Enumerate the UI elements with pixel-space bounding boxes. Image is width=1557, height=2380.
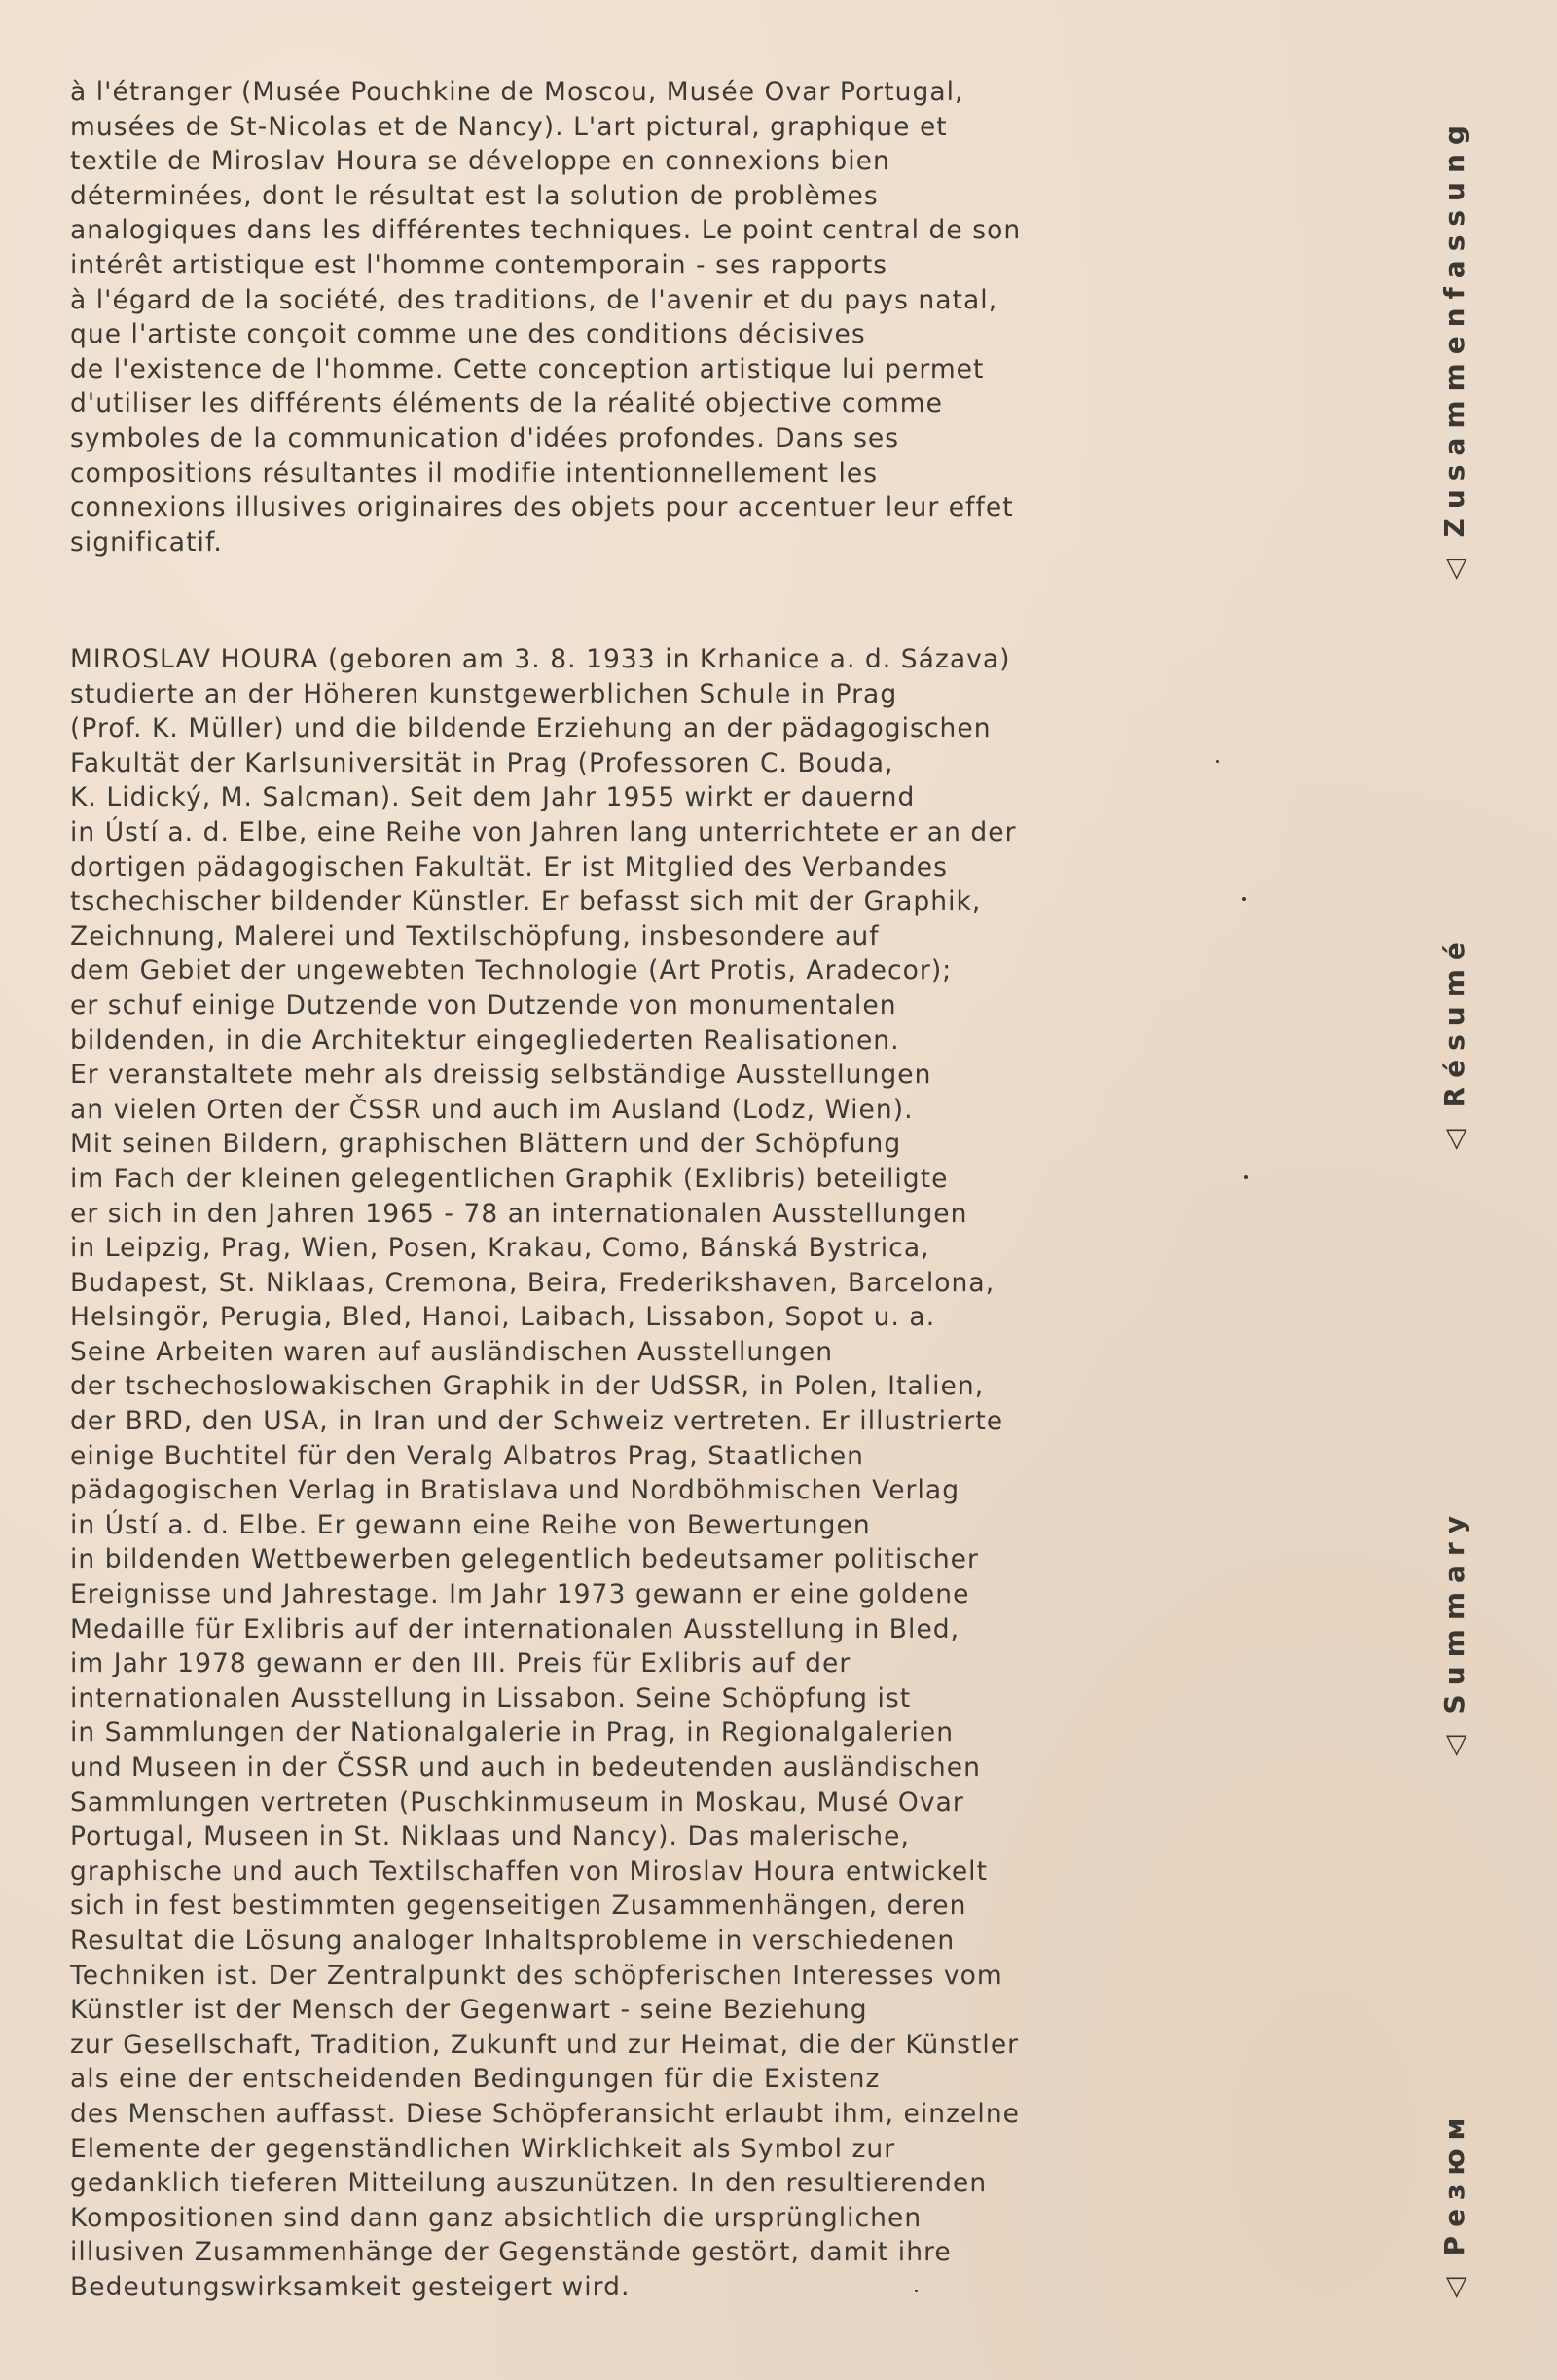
text-line: Ereignisse und Jahrestage. Im Jahr 1973 gewann er eine goldene bbox=[70, 1579, 970, 1610]
ink-speck bbox=[1242, 897, 1246, 901]
text-line: K. Lidický, M. Salcman). Seit dem Jahr 1955 wirkt er dauernd bbox=[70, 782, 916, 813]
label-text: Résumé bbox=[1438, 933, 1470, 1108]
text-line: déterminées, dont le résultat est la solution de problèmes bbox=[70, 180, 879, 211]
text-line: zur Gesellschaft, Tradition, Zukunft und zur Heimat, die der Künstler bbox=[70, 2029, 1020, 2060]
triangle-marker-icon: ◁ bbox=[1438, 559, 1470, 580]
text-line: in bildenden Wettbewerben gelegentlich bedeutsamer politischer bbox=[70, 1544, 979, 1575]
text-line: in Sammlungen der Nationalgalerie in Prag, in Regionalgalerien bbox=[70, 1717, 955, 1749]
text-line: sich in fest bestimmten gegenseitigen Zusammenhängen, deren bbox=[70, 1891, 967, 1922]
text-line: musées de St-Nicolas et de Nancy). L'art pictural, graphique et bbox=[70, 111, 948, 142]
text-line: er sich in den Jahren 1965 - 78 an internationalen Ausstellungen bbox=[70, 1198, 968, 1229]
text-line: que l'artiste conçoit comme une des conditions décisives bbox=[70, 319, 866, 350]
text-line: Kompositionen sind dann ganz absichtlich die ursprünglichen bbox=[70, 2202, 923, 2233]
text-line: MIROSLAV HOURA (geboren am 3. 8. 1933 in Krhanice a. d. Sázava) bbox=[70, 644, 1011, 674]
label-text: Резюм bbox=[1438, 2109, 1470, 2256]
text-line: Mit seinen Bildern, graphischen Blättern und der Schöpfung bbox=[70, 1129, 902, 1160]
text-line: Medaille für Exlibris auf der internationalen Ausstellung in Bled, bbox=[70, 1613, 960, 1644]
text-line: bildenden, in die Architektur eingegliederten Realisationen. bbox=[70, 1025, 900, 1056]
sidebar-label-rezume bbox=[1438, 2110, 1470, 2298]
text-line: in Leipzig, Prag, Wien, Posen, Krakau, Como, Bánská Bystrica, bbox=[70, 1233, 930, 1264]
text-line: der tschechoslowakischen Graphik in der UdSSR, in Polen, Italien, bbox=[70, 1371, 985, 1402]
text-line: internationalen Ausstellung in Lissabon. Seine Schöpfung ist bbox=[70, 1682, 912, 1713]
text-line: Helsingör, Perugia, Bled, Hanoi, Laibach, Lissabon, Sopot u. a. bbox=[70, 1302, 936, 1333]
triangle-marker-icon: ◁ bbox=[1438, 1129, 1470, 1150]
text-line: gedanklich tieferen Mitteilung auszunützen. In den resultierenden bbox=[70, 2168, 988, 2199]
text-line: à l'étranger (Musée Pouchkine de Moscou, Musée Ovar Portugal, bbox=[70, 77, 964, 107]
text-line: studierte an der Höheren kunstgewerblichen Schule in Prag bbox=[70, 678, 898, 709]
text-line: Resultat die Lösung analoger Inhaltsprobleme in verschiedenen bbox=[70, 1925, 956, 1956]
text-line: graphische und auch Textilschaffen von Miroslav Houra entwickelt bbox=[70, 1856, 989, 1887]
text-line: einige Buchtitel für den Veralg Albatros Prag, Staatlichen bbox=[70, 1440, 865, 1471]
text-line: symboles de la communication d'idées profondes. Dans ses bbox=[70, 422, 900, 453]
sidebar-label-resume bbox=[1438, 933, 1470, 1150]
text-line: im Fach der kleinen gelegentlichen Graphik (Exlibris) beteiligte bbox=[70, 1163, 949, 1194]
text-line: Elemente der gegenständlichen Wirklichkeit als Symbol zur bbox=[70, 2133, 896, 2164]
text-line: tschechischer bildender Künstler. Er befasst sich mit der Graphik, bbox=[70, 886, 982, 918]
french-resume-text bbox=[70, 75, 1218, 559]
text-line: Techniken ist. Der Zentralpunkt des schöpferischen Interesses vom bbox=[70, 1960, 1003, 1991]
text-line: Seine Arbeiten waren auf ausländischen Ausstellungen bbox=[70, 1336, 834, 1367]
ink-speck bbox=[915, 2290, 918, 2292]
text-line: (Prof. K. Müller) und die bildende Erziehung an der pädagogischen bbox=[70, 713, 992, 744]
triangle-marker-icon: ◁ bbox=[1438, 1735, 1470, 1756]
text-line: intérêt artistique est l'homme contemporain - ses rapports bbox=[70, 249, 888, 280]
text-line: in Ústí a. d. Elbe, eine Reihe von Jahren lang unterrichtete er an der bbox=[70, 816, 1017, 847]
label-text: Zusammenfassung bbox=[1438, 117, 1470, 538]
text-line: de l'existence de l'homme. Cette conception artistique lui permet bbox=[70, 353, 985, 384]
text-line: illusiven Zusammenhänge der Gegenstände gestört, damit ihre bbox=[70, 2237, 952, 2268]
sidebar-label-summary bbox=[1438, 1507, 1470, 1756]
text-line: dem Gebiet der ungewebten Technologie (Art Protis, Aradecor); bbox=[70, 956, 953, 987]
text-line: der BRD, den USA, in Iran und der Schweiz vertreten. Er illustrierte bbox=[70, 1406, 1004, 1437]
text-line: Bedeutungswirksamkeit gesteigert wird. bbox=[70, 2271, 631, 2302]
ink-speck bbox=[1216, 760, 1219, 763]
text-line: compositions résultantes il modifie intentionnellement les bbox=[70, 457, 879, 488]
text-line: Künstler ist der Mensch der Gegenwart - seine Beziehung bbox=[70, 1995, 868, 2026]
text-line: à l'égard de la société, des traditions, de l'avenir et du pays natal, bbox=[70, 284, 998, 315]
text-line: Sammlungen vertreten (Puschkinmuseum in Moskau, Musé Ovar bbox=[70, 1786, 964, 1818]
text-line: Portugal, Museen in St. Niklaas und Nancy). Das malerische, bbox=[70, 1821, 910, 1853]
text-line: dortigen pädagogischen Fakultät. Er ist Mitglied des Verbandes bbox=[70, 851, 948, 883]
text-line: Zeichnung, Malerei und Textilschöpfung, insbesondere auf bbox=[70, 920, 880, 952]
sidebar-label-zusammenfassung bbox=[1438, 117, 1470, 580]
german-summary-text bbox=[70, 642, 1218, 2305]
text-line: Fakultät der Karlsuniversität in Prag (Professoren C. Bouda, bbox=[70, 747, 894, 778]
text-line: des Menschen auffasst. Diese Schöpferansicht erlaubt ihm, einzelne bbox=[70, 2098, 1021, 2129]
text-line: Budapest, St. Niklaas, Cremona, Beira, Frederikshaven, Barcelona, bbox=[70, 1267, 996, 1298]
text-line: in Ústí a. d. Elbe. Er gewann eine Reihe von Bewertungen bbox=[70, 1509, 871, 1540]
text-line: als eine der entscheidenden Bedingungen für die Existenz bbox=[70, 2064, 881, 2095]
text-line: und Museen in der ČSSR und auch in bedeutenden ausländischen bbox=[70, 1752, 981, 1783]
text-line: connexions illusives originaires des objets pour accentuer leur effet bbox=[70, 492, 1014, 523]
text-line: pädagogischen Verlag in Bratislava und Nordböhmischen Verlag bbox=[70, 1475, 960, 1506]
text-line: textile de Miroslav Houra se développe en connexions bien bbox=[70, 146, 890, 177]
ink-speck bbox=[1244, 1175, 1248, 1179]
text-line: d'utiliser les différents éléments de la réalité objective comme bbox=[70, 388, 944, 419]
text-line: an vielen Orten der ČSSR und auch im Ausland (Lodz, Wien). bbox=[70, 1094, 914, 1125]
text-line: im Jahr 1978 gewann er den III. Preis für Exlibris auf der bbox=[70, 1648, 851, 1679]
text-line: er schuf einige Dutzende von Dutzende von monumentalen bbox=[70, 990, 897, 1021]
triangle-marker-icon: ◁ bbox=[1438, 2277, 1470, 2298]
label-text: Summary bbox=[1438, 1507, 1470, 1714]
text-line: analogiques dans les différentes techniques. Le point central de son bbox=[70, 215, 1022, 246]
text-line: Er veranstaltete mehr als dreissig selbständige Ausstellungen bbox=[70, 1060, 932, 1091]
text-line: significatif. bbox=[70, 526, 223, 558]
